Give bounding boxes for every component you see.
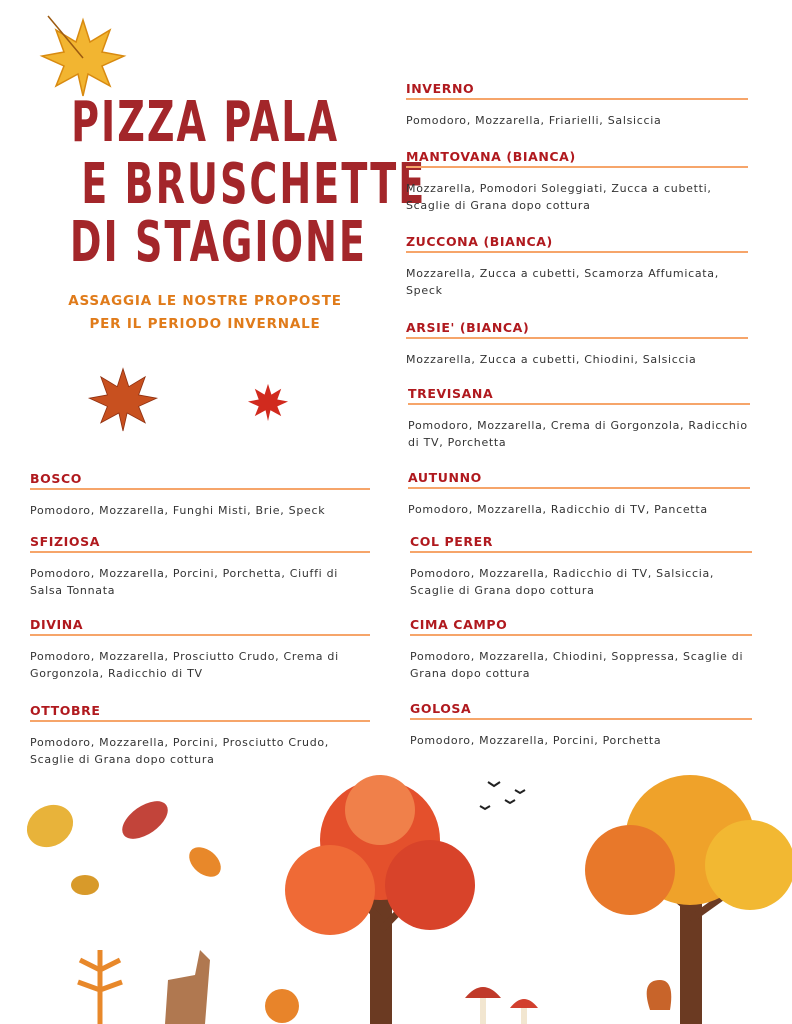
leaf-icon [19, 797, 81, 856]
deer-icon [165, 950, 210, 1024]
menu-item-inverno [406, 81, 748, 129]
item-ingredients: Pomodoro, Mozzarella, Radicchio di TV, Pancetta [408, 503, 708, 516]
menu-item-cima-campo [410, 617, 752, 682]
item-ingredients: Pomodoro, Mozzarella, Prosciutto Crudo, Crema di Gorgonzola, Radicchio di TV [30, 650, 339, 680]
item-name: SFIZIOSA [30, 534, 370, 553]
item-ingredients: Pomodoro, Mozzarella, Porcini, Porchetta, Ciuffi di Salsa Tonnata [30, 567, 339, 597]
item-ingredients: Mozzarella, Zucca a cubetti, Chiodini, Salsiccia [406, 353, 697, 366]
menu-item-col-perer [410, 534, 752, 599]
maple-leaf-icon [246, 378, 290, 426]
menu-item-divina [30, 617, 370, 682]
item-ingredients: Pomodoro, Mozzarella, Crema di Gorgonzola, Radicchio di TV, Porchetta [408, 419, 748, 449]
fern-icon [78, 950, 122, 1024]
menu-title-line-2: E BRUSCHETTE [81, 152, 427, 217]
item-name: DIVINA [30, 617, 370, 636]
item-ingredients: Mozzarella, Zucca a cubetti, Scamorza Affumicata, Speck [406, 267, 719, 297]
item-name: AUTUNNO [408, 470, 750, 489]
menu-item-bosco [30, 471, 370, 519]
menu-item-mantovana [406, 149, 748, 214]
menu-item-ottobre [30, 703, 370, 768]
menu-item-sfiziosa [30, 534, 370, 599]
menu-title-line-3: DI STAGIONE [69, 210, 367, 275]
item-ingredients: Pomodoro, Mozzarella, Porcini, Porchetta [410, 734, 662, 747]
menu-title-line-1: PIZZA PALA [70, 90, 340, 155]
menu-item-trevisana [408, 386, 750, 451]
menu-item-autunno [408, 470, 750, 518]
leaf-icon [116, 794, 175, 847]
mushroom-icon [465, 987, 501, 998]
item-name: ZUCCONA (BIANCA) [406, 234, 748, 253]
item-ingredients: Pomodoro, Mozzarella, Funghi Misti, Brie, Speck [30, 504, 326, 517]
item-name: GOLOSA [410, 701, 752, 720]
squirrel-icon [647, 980, 672, 1010]
menu-item-arsie [406, 320, 748, 368]
maple-leaf-icon [86, 362, 160, 436]
item-name: MANTOVANA (BIANCA) [406, 149, 748, 168]
item-name: ARSIE' (BIANCA) [406, 320, 748, 339]
mushroom-icon [510, 999, 538, 1008]
item-ingredients: Pomodoro, Mozzarella, Porcini, Prosciutto Crudo, Scaglie di Grana dopo cottura [30, 736, 330, 766]
item-name: TREVISANA [408, 386, 750, 405]
birds-icon [480, 782, 525, 809]
item-ingredients: Pomodoro, Mozzarella, Friarielli, Salsiccia [406, 114, 662, 127]
menu-item-golosa [410, 701, 752, 749]
autumn-scene-illustration [0, 770, 792, 1024]
item-ingredients: Mozzarella, Pomodori Soleggiati, Zucca a cubetti, Scaglie di Grana dopo cottura [406, 182, 712, 212]
item-ingredients: Pomodoro, Mozzarella, Chiodini, Soppressa, Scaglie di Grana dopo cottura [410, 650, 744, 680]
menu-subtitle: ASSAGGIA LE NOSTRE PROPOSTE PER IL PERIODO INVERNALE [68, 293, 342, 332]
leaf-icon [71, 875, 99, 895]
menu-item-zuccona [406, 234, 748, 299]
item-name: BOSCO [30, 471, 370, 490]
maple-leaf-icon [38, 12, 128, 102]
item-name: INVERNO [406, 81, 748, 100]
item-name: OTTOBRE [30, 703, 370, 722]
leaf-icon [183, 841, 226, 883]
pumpkin-icon [265, 989, 299, 1023]
item-name: CIMA CAMPO [410, 617, 752, 636]
item-ingredients: Pomodoro, Mozzarella, Radicchio di TV, Salsiccia, Scaglie di Grana dopo cottura [410, 567, 715, 597]
item-name: COL PERER [410, 534, 752, 553]
